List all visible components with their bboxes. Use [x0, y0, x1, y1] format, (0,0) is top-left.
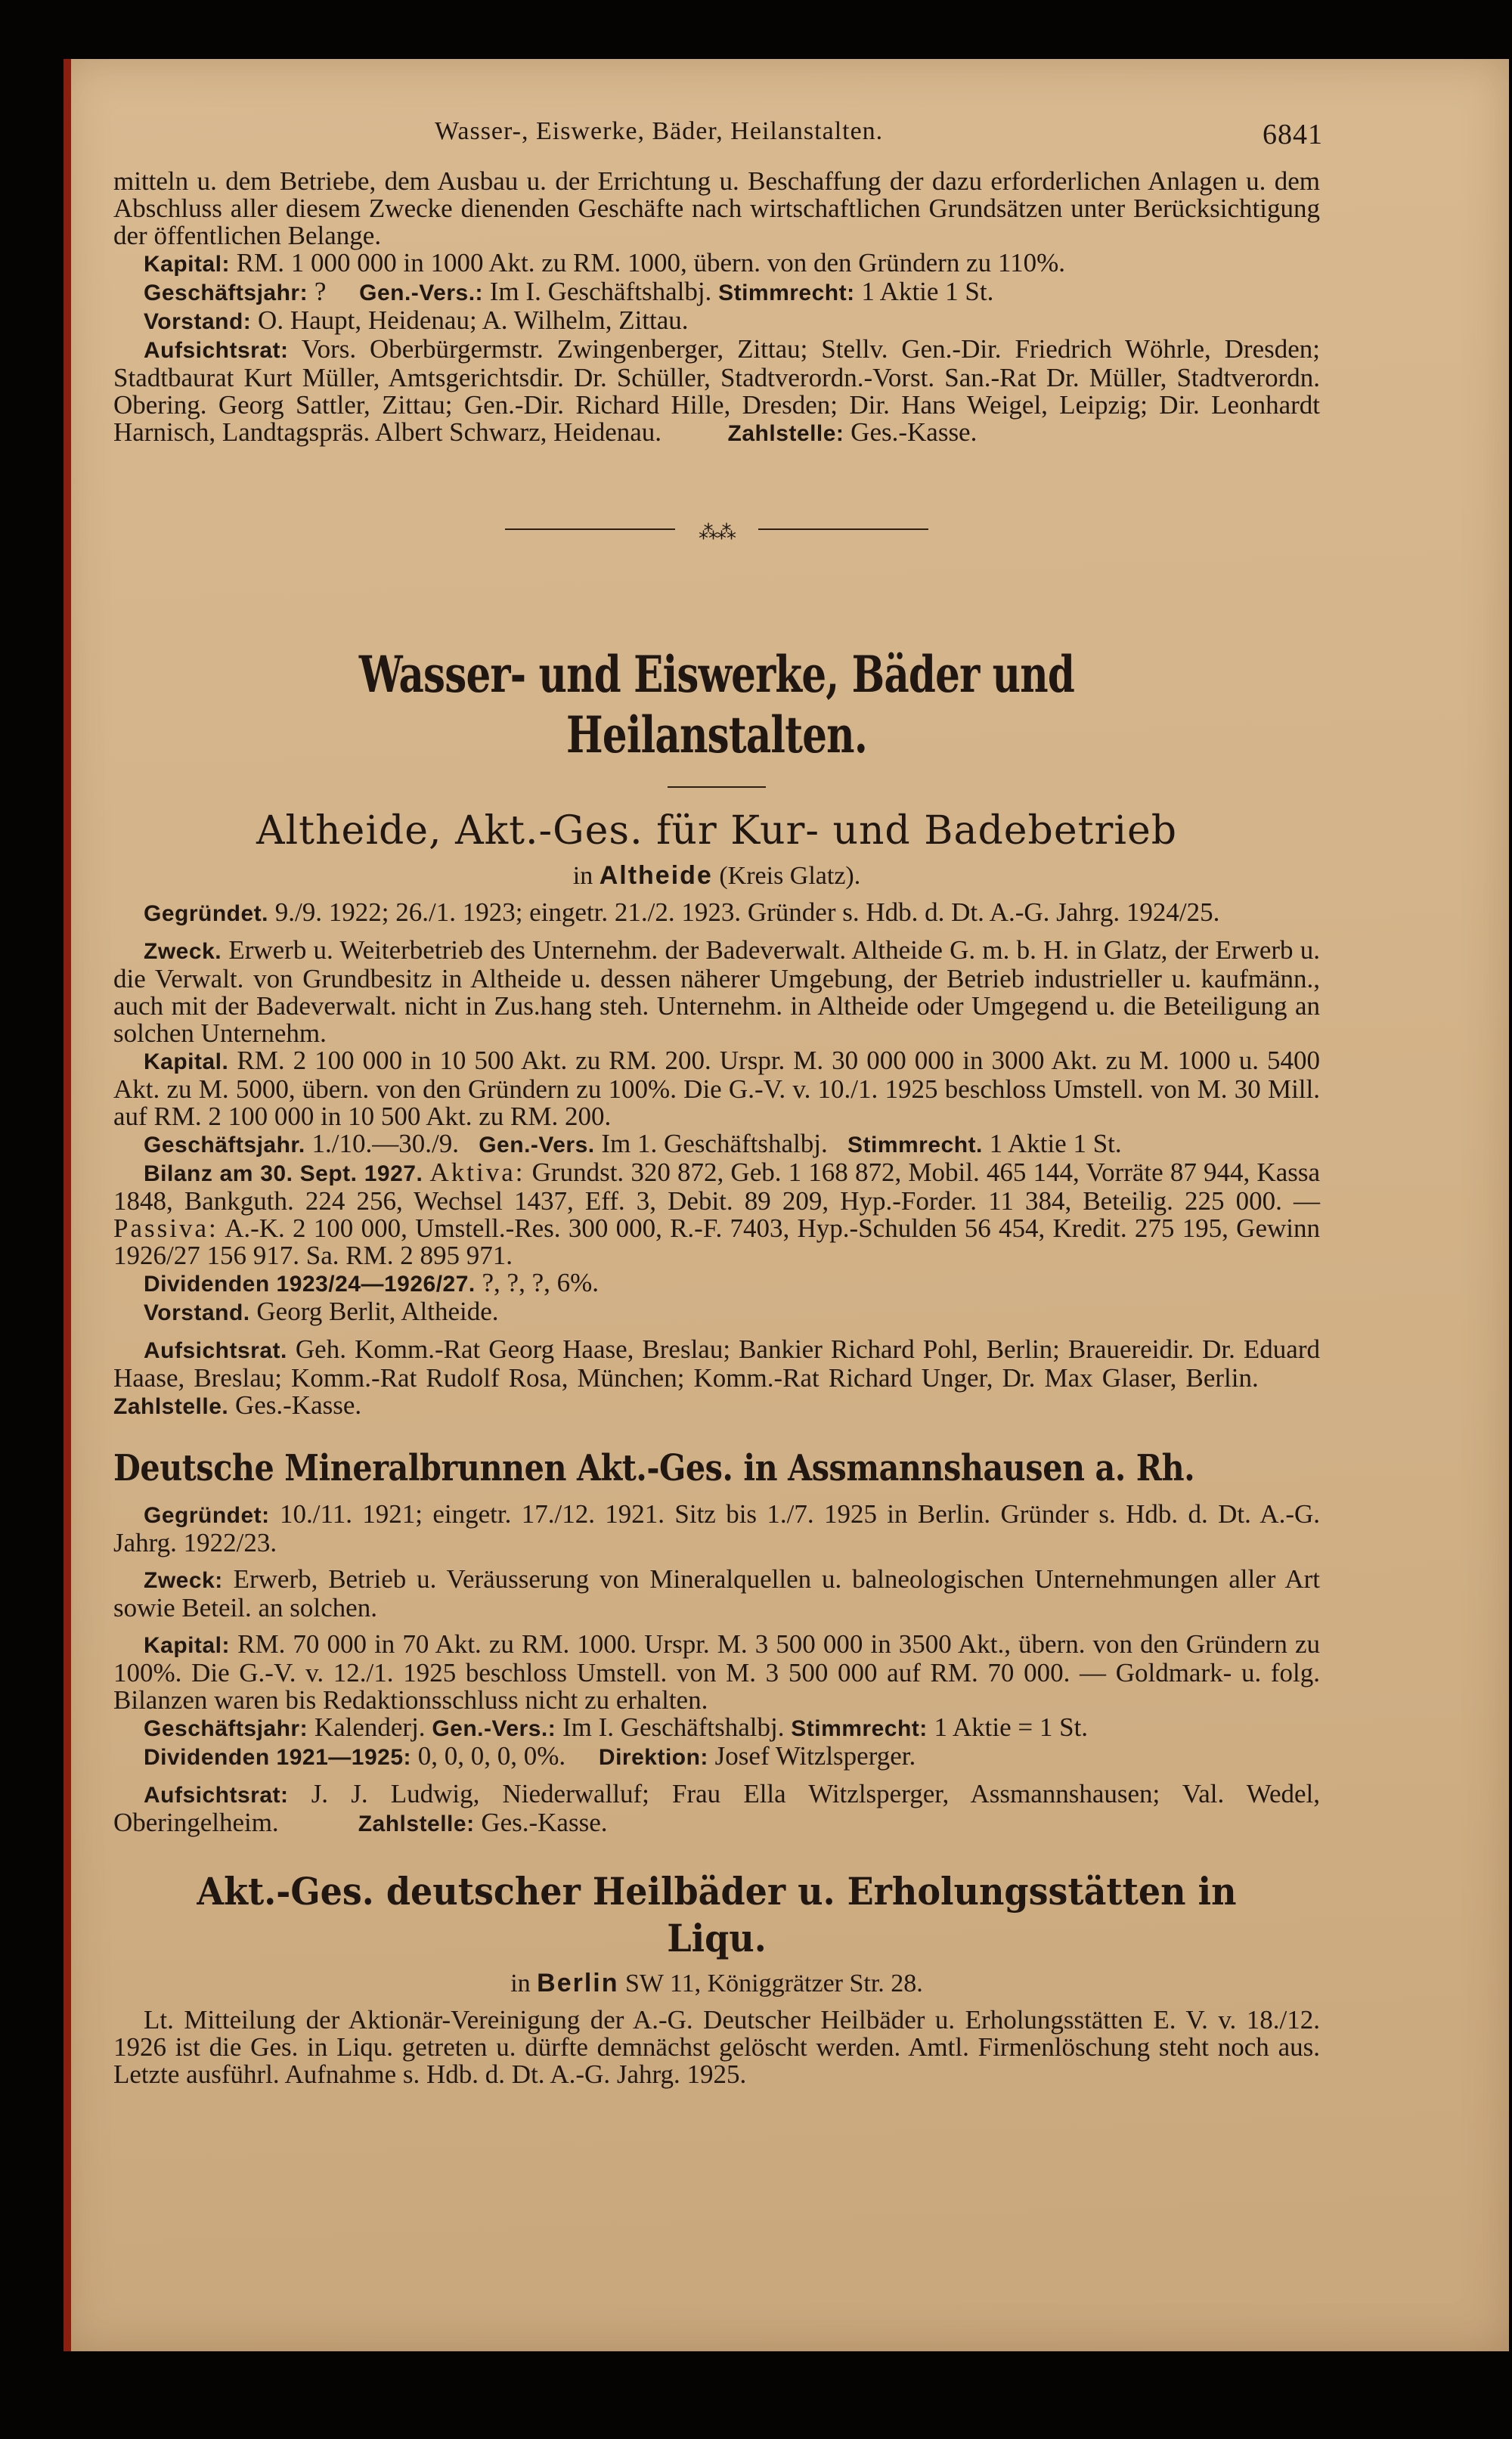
running-head-title: Wasser-, Eiswerke, Bäder, Heilanstalten. [435, 117, 884, 145]
page-number: 6841 [1263, 119, 1323, 150]
page-content [113, 113, 1323, 2089]
prev-kapital: Kapital: RM. 1 000 000 in 1000 Akt. zu RM. 1000, übern. von den Gründern zu 110%. [144, 248, 1066, 277]
prev-aufsichtsrat: Aufsichtsrat: Vors. Oberbürgermstr. Zwingenberger, Zittau; Stellv. Gen.-Dir. Friedrich Wöhrle, Dresden; Stadtbaurat Kurt Müller, Amtsgerichtsdir. Dr. Schüller, Stadtverordn.-Vorst. San.-Rat Dr. Müller, Stadtverordn. Obering. Georg Sattler, Zittau; Gen.-Dir. Richard Hille, Dresden; Dir. Hans Weigel, Leipzig; Dir. Leonhardt Harnisch, Landtagspräs. Albert Schwarz, Heidenau. Zahlstelle: Ges.-Kasse. [113, 334, 1320, 447]
heilbaeder-text: Lt. Mitteilung der Aktionär-Vereinigung der A.-G. Deutscher Heilbäder u. Erholungsstätten E. V. v. 18./12. 1926 ist die Ges. in Liqu. getreten u. dürfte demnächst gelöscht werden. Amtl. Firmenlöschung steht noch aus. Letzte ausführl. Aufnahme s. Hdb. d. Dt. A.-G. Jahrg. 1925. [113, 2005, 1320, 2089]
altheide-bilanz: Bilanz am 30. Sept. 1927. Aktiva: Grundst. 320 872, Geb. 1 168 872, Mobil. 465 144, Vorräte 87 944, Kassa 1848, Bankguth. 224 256, Wechsel 1437, Eff. 3, Debit. 89 209, Hyp.-Forder. 11 384, Beteilig. 225 000. — Passiva: A.-K. 2 100 000, Umstell.-Res. 300 000, R.-F. 7403, Hyp.-Schulden 56 454, Kredit. 275 195, Gewinn 1926/27 156 917. Sa. RM. 2 895 971. [113, 1158, 1321, 1270]
altheide-geschaeftsjahr: Geschäftsjahr. 1./10.—30./9. Gen.-Vers. Im 1. Geschäftshalbj. Stimmrecht. 1 Aktie 1 St. [144, 1129, 1122, 1158]
title-rule [668, 786, 766, 788]
altheide-vorstand: Vorstand. Georg Berlit, Altheide. [144, 1297, 499, 1326]
altheide-dividenden: Dividenden 1923/24—1926/27. ?, ?, ?, 6%. [144, 1268, 600, 1297]
mineral-zweck: Zweck: Erwerb, Betrieb u. Veräusserung von Mineralquellen u. balneologischen Unternehmungen aller Art sowie Beteil. an solchen. [113, 1564, 1321, 1622]
prev-geschaeftsjahr: Geschäftsjahr: ? Gen.-Vers.: Im I. Geschäftshalbj. Stimmrecht: 1 Aktie 1 St. [144, 277, 994, 306]
prev-vorstand: Vorstand: O. Haupt, Heidenau; A. Wilhelm, Zittau. [144, 305, 689, 335]
mineral-aufsichtsrat: Aufsichtsrat: J. J. Ludwig, Niederwalluf; Frau Ella Witzlsperger, Assmannshausen; Val. Wedel, Oberingelheim. Zahlstelle: Ges.-Kasse. [113, 1779, 1320, 1837]
altheide-kapital: Kapital. RM. 2 100 000 in 10 500 Akt. zu RM. 200. Urspr. M. 30 000 000 in 3000 Akt. zu M. 1000 u. 5400 Akt. zu M. 5000, übern. von den Gründern zu 100%. Die G.-V. v. 10./1. 1925 beschloss Umstell. von M. 30 Mill. auf RM. 2 100 000 in 10 500 Akt. zu RM. 200. [113, 1046, 1320, 1131]
section-ornament [505, 517, 928, 544]
company-location-altheide: in Altheide (Kreis Glatz). [572, 861, 861, 890]
company-title-heilbaeder: Akt.-Ges. deutscher Heilbäder u. Erholungsstätten in Liqu. [197, 1869, 1237, 1960]
ornament-line-right [758, 528, 928, 530]
mineral-kapital: Kapital: RM. 70 000 in 70 Akt. zu RM. 1000. Urspr. M. 3 500 000 in 3500 Akt., übern. von den Gründern zu 100%. Die G.-V. v. 12./1. 1925 beschloss Umstell. von M. 3 500 000 auf RM. 70 000. — Goldmark- u. folg. Bilanzen waren bis Redaktionsschluss nicht zu erhalten. [113, 1629, 1321, 1715]
mineral-geschaeftsjahr: Geschäftsjahr: Kalenderj. Gen.-Vers.: Im I. Geschäftshalbj. Stimmrecht: 1 Aktie = 1 St. [144, 1712, 1089, 1742]
ornament-glyph: ⁂⁂ [699, 522, 735, 544]
altheide-zweck: Zweck. Erwerb u. Weiterbetrieb des Unternehm. der Badeverwalt. Altheide G. m. b. H. in Glatz, der Erwerb u. die Verwalt. von Grundbesitz in Altheide u. dessen näherer Umgebung, der Betrieb industrieller u. kaufmänn., auch mit der Badeverwalt. nicht in Zus.hang steh. Unternehm. in Altheide oder Umgegend u. die Beteiligung an solchen Unternehm. [113, 935, 1320, 1048]
entry-heilbaeder [113, 1868, 1320, 2088]
running-head [113, 113, 1323, 159]
company-location-heilbaeder: in Berlin SW 11, Königgrätzer Str. 28. [510, 1969, 923, 1997]
ornament-line-left [505, 528, 675, 530]
mineral-gegruendet: Gegründet: 10./11. 1921; eingetr. 17./12. 1921. Sitz bis 1./7. 1925 in Berlin. Gründer s. Hdb. d. Dt. A.-G. Jahrg. 1922/23. [113, 1499, 1321, 1557]
page-edge [64, 59, 71, 2351]
section-title: Wasser- und Eiswerke, Bäder und Heilanstalten. [358, 645, 1075, 764]
entry-mineralbrunnen [113, 1445, 1320, 1838]
altheide-aufsichtsrat: Aufsichtsrat. Geh. Komm.-Rat Georg Haase, Breslau; Bankier Richard Pohl, Berlin; Brauereidir. Dr. Eduard Haase, Breslau; Komm.-Rat Rudolf Rosa, München; Komm.-Rat Richard Unger, Dr. Max Glaser, Berlin. Zahlstelle. Ges.-Kasse. [113, 1334, 1320, 1420]
prev-intro: mitteln u. dem Betriebe, dem Ausbau u. der Errichtung u. Beschaffung der dazu erforderlichen Anlagen u. dem Abschluss aller diesem Zwecke dienenden Geschäfte nach wirtschaftlichen Grundsätzen unter Berücksichtigung der öffentlichen Belange. [113, 166, 1320, 250]
altheide-gegruendet: Gegründet. 9./9. 1922; 26./1. 1923; eingetr. 21./2. 1923. Gründer s. Hdb. d. Dt. A.-G. Jahrg. 1924/25. [144, 897, 1220, 927]
mineral-dividenden: Dividenden 1921—1925: 0, 0, 0, 0, 0%. Direktion: Josef Witzlsperger. [144, 1741, 916, 1771]
entry-altheide [113, 807, 1320, 1421]
previous-entry [113, 168, 1320, 448]
company-title-altheide: Altheide, Akt.-Ges. für Kur- und Badebetrieb [256, 808, 1178, 854]
company-title-mineralbrunnen: Deutsche Mineralbrunnen Akt.-Ges. in Assmannshausen a. Rh. [113, 1447, 1195, 1489]
